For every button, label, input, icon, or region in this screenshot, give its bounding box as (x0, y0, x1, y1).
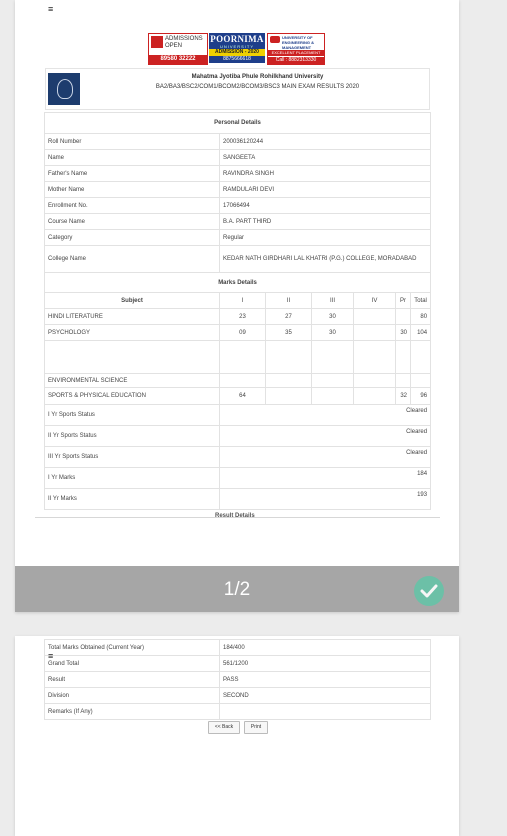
mark-cell (220, 341, 266, 374)
subject-cell: PSYCHOLOGY (45, 325, 220, 341)
mark-cell (266, 341, 312, 374)
status-value: Cleared (220, 426, 431, 447)
ad3-text (282, 35, 314, 50)
col-i: I (220, 293, 266, 309)
ad3-line1: UNIVERSITY OF (282, 35, 313, 40)
total-marks-value: 184/400 (220, 640, 431, 656)
menu-icon-page2[interactable]: ≡ (48, 651, 54, 661)
grand-total-value: 561/1200 (220, 656, 431, 672)
subject-cell: HINDI LITERATURE (45, 309, 220, 325)
roll-number-label: Roll Number (45, 134, 220, 150)
mother-name-label: Mother Name (45, 182, 220, 198)
status-value: 184 (220, 468, 431, 489)
banner-ad-uem[interactable] (267, 33, 325, 65)
subject-cell (45, 341, 220, 374)
total-cell: 96 (411, 388, 431, 405)
col-iii: III (312, 293, 354, 309)
subject-cell: SPORTS & PHYSICAL EDUCATION (45, 388, 220, 405)
ad1-line1: ADMISSIONS (165, 36, 203, 42)
status-row (45, 489, 431, 510)
university-logo-icon (48, 73, 80, 105)
banner-ad-poornima[interactable] (209, 33, 265, 63)
exam-title: BA2/BA3/BSC2/COM1/BCOM2/BCOM3/BSC3 MAIN EXAM RESULTS 2020 (155, 84, 360, 90)
table-row (45, 688, 431, 704)
total-cell (411, 374, 431, 388)
page-indicator: 1/2 (223, 579, 251, 600)
pdf-page-1 (15, 0, 459, 612)
mark-cell (312, 388, 354, 405)
category-label: Category (45, 230, 220, 246)
table-row (45, 374, 431, 388)
mark-cell (396, 341, 411, 374)
mark-cell: 35 (266, 325, 312, 341)
table-row (45, 309, 431, 325)
mark-cell (354, 309, 396, 325)
mark-cell (396, 309, 411, 325)
table-row (45, 388, 431, 405)
col-ii: II (266, 293, 312, 309)
university-header (45, 68, 430, 110)
status-value: Cleared (220, 447, 431, 468)
mark-cell: 09 (220, 325, 266, 341)
col-pr: Pr (396, 293, 411, 309)
status-row (45, 426, 431, 447)
mark-cell (354, 374, 396, 388)
result-details-table (44, 639, 431, 720)
total-marks-label: Total Marks Obtained (Current Year) (45, 640, 220, 656)
mark-cell (220, 374, 266, 388)
status-row (45, 468, 431, 489)
mark-cell (266, 374, 312, 388)
status-label: III Yr Sports Status (45, 447, 220, 468)
mark-cell: 32 (396, 388, 411, 405)
mark-cell: 23 (220, 309, 266, 325)
mark-cell (354, 325, 396, 341)
category-value: Regular (220, 230, 431, 246)
table-row (45, 672, 431, 688)
ad2-admission: ADMISSION - 2020 (209, 49, 265, 56)
roll-number-value: 200036120244 (220, 134, 431, 150)
university-name: Mahatma Jyotiba Phule Rohilkhand University (191, 74, 324, 80)
table-row (45, 325, 431, 341)
table-row (45, 704, 431, 720)
table-row (45, 640, 431, 656)
ad-text (165, 36, 203, 50)
status-row (45, 447, 431, 468)
ad3-line3: MANAGEMENT (282, 45, 312, 50)
mark-cell: 30 (312, 325, 354, 341)
father-name-label: Father's Name (45, 166, 220, 182)
status-label: I Yr Marks (45, 468, 220, 489)
course-name-label: Course Name (45, 214, 220, 230)
pdf-viewer-toolbar (15, 566, 459, 612)
result-label: Result (45, 672, 220, 688)
col-iv: IV (354, 293, 396, 309)
ad2-sub: UNIVERSITY (219, 44, 254, 49)
mark-cell: 30 (396, 325, 411, 341)
print-button[interactable]: Print (244, 721, 268, 734)
mark-cell (266, 388, 312, 405)
total-cell: 80 (411, 309, 431, 325)
college-logo-icon (151, 36, 163, 48)
mark-cell (354, 341, 396, 374)
table-row (45, 341, 431, 374)
checkmark-icon (420, 584, 438, 598)
banner-ad-admissions[interactable] (148, 33, 208, 65)
table-row (45, 656, 431, 672)
name-value: SANGEETA (220, 150, 431, 166)
father-name-value: RAVINDRA SINGH (220, 166, 431, 182)
college-name-value: KEDAR NATH GIRDHARI LAL KHATRI (P.G.) COLLEGE, MORADABAD (220, 246, 431, 273)
done-button[interactable] (414, 576, 444, 606)
personal-details-table (44, 112, 431, 273)
mark-cell: 27 (266, 309, 312, 325)
ad1-phone: 89580 32222 (149, 55, 207, 64)
personal-details-heading: Personal Details (45, 113, 431, 134)
grand-total-label: Grand Total (45, 656, 220, 672)
col-total: Total (411, 293, 431, 309)
status-row (45, 405, 431, 426)
status-label: II Yr Marks (45, 489, 220, 510)
mark-cell (312, 374, 354, 388)
enrollment-label: Enrollment No. (45, 198, 220, 214)
status-value: Cleared (220, 405, 431, 426)
ad3-line2: ENGINEERING & (282, 40, 315, 45)
mark-cell (312, 341, 354, 374)
back-button[interactable]: << Back (208, 721, 240, 734)
marks-details-table (44, 272, 431, 510)
marks-details-heading: Marks Details (45, 273, 431, 293)
ad3-phone: Call : 8882313330 (268, 57, 324, 64)
college-name-label: College Name (45, 246, 220, 273)
status-label: I Yr Sports Status (45, 405, 220, 426)
enrollment-value: 17066494 (220, 198, 431, 214)
name-label: Name (45, 150, 220, 166)
menu-icon[interactable]: ≡ (48, 4, 54, 14)
subject-cell: ENVIRONMENTAL SCIENCE (45, 374, 220, 388)
ad3-placement: EXCELLENT PLACEMENT (268, 50, 324, 56)
pdf-page-2 (15, 636, 459, 836)
status-label: II Yr Sports Status (45, 426, 220, 447)
mother-name-value: RAMDULARI DEVI (220, 182, 431, 198)
division-value: SECOND (220, 688, 431, 704)
uem-logo-icon (270, 36, 280, 43)
total-cell (411, 341, 431, 374)
mark-cell (354, 388, 396, 405)
remarks-value (220, 704, 431, 720)
division-label: Division (45, 688, 220, 704)
remarks-label: Remarks (If Any) (45, 704, 220, 720)
total-cell: 104 (411, 325, 431, 341)
mark-cell: 30 (312, 309, 354, 325)
ad2-phone: 8875666618 (223, 56, 251, 62)
ad1-line2: OPEN (165, 43, 183, 49)
result-value: PASS (220, 672, 431, 688)
course-name-value: B.A. PART THIRD (220, 214, 431, 230)
col-subject: Subject (45, 293, 220, 309)
mark-cell (396, 374, 411, 388)
status-value: 193 (220, 489, 431, 510)
ad2-name: POORNIMA (210, 34, 264, 44)
mark-cell: 64 (220, 388, 266, 405)
marks-header-row (45, 293, 431, 309)
result-details-heading: Result Details (215, 513, 255, 519)
